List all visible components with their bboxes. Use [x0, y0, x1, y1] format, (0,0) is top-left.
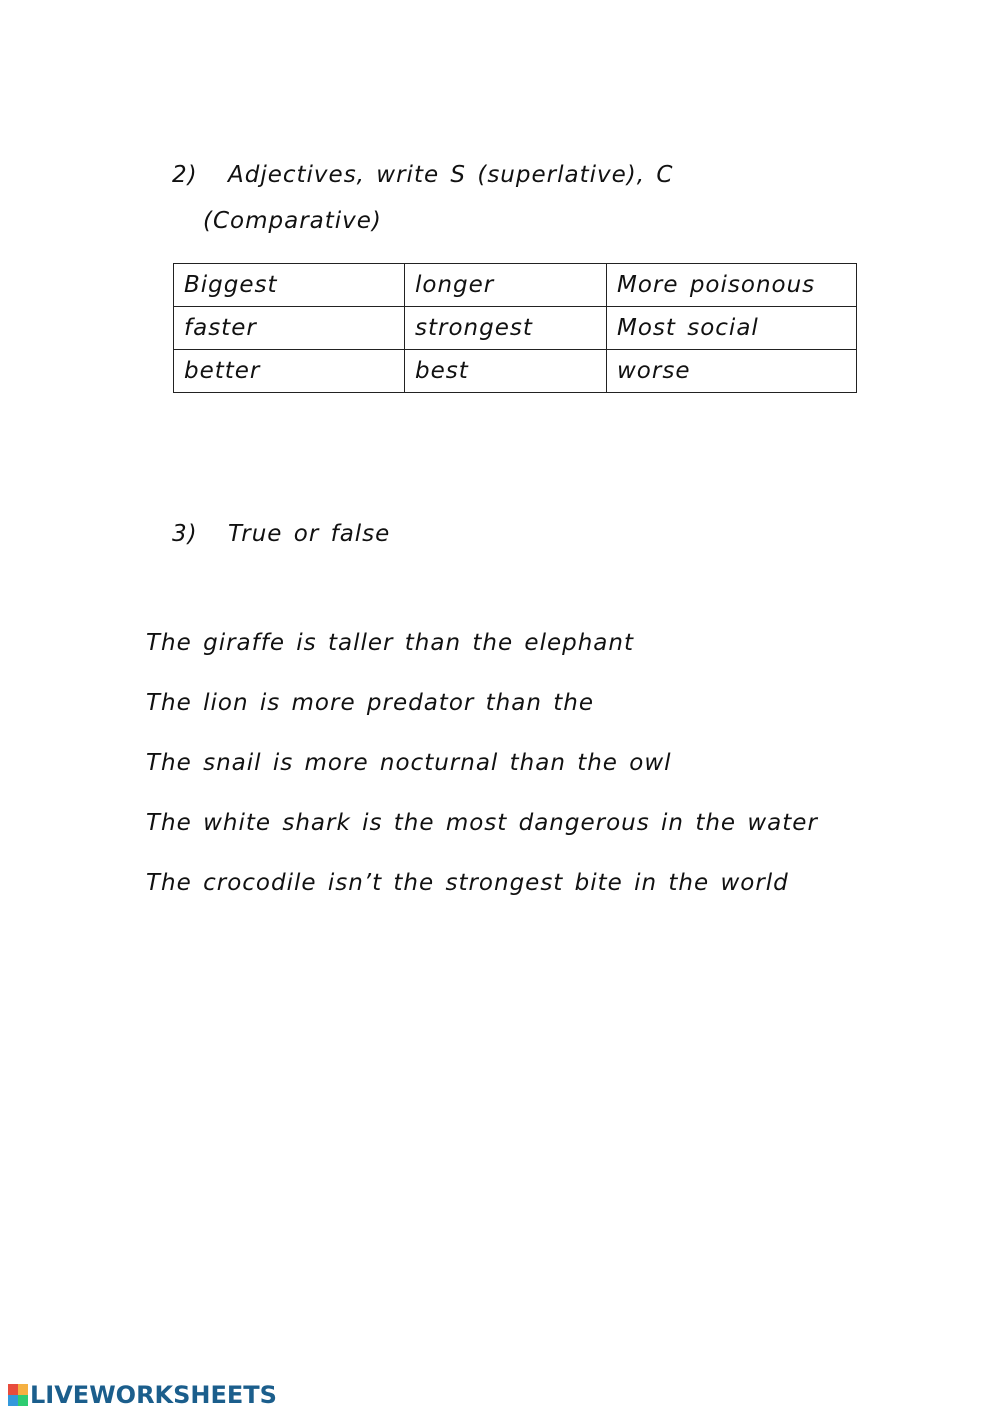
logo-square-green	[18, 1395, 28, 1406]
table-cell[interactable]: worse	[607, 350, 857, 393]
question-2-title-line2: (Comparative)	[203, 208, 382, 234]
logo-square-red	[8, 1384, 18, 1395]
adjectives-table	[173, 263, 857, 393]
question-2-heading	[172, 162, 673, 188]
question-3-number: 3)	[172, 521, 198, 547]
statement-5[interactable]: The crocodile isn’t the strongest bite in the world	[146, 870, 789, 896]
question-2-title-line1: Adjectives, write S (superlative), C	[228, 162, 674, 188]
table-cell[interactable]: faster	[174, 307, 405, 350]
table-row	[174, 264, 857, 307]
liveworksheets-logo-icon	[8, 1384, 28, 1406]
table-cell[interactable]: strongest	[405, 307, 607, 350]
question-2-number: 2)	[172, 162, 198, 188]
question-3-heading	[172, 521, 390, 547]
logo-square-blue	[8, 1395, 18, 1406]
table-cell[interactable]: Biggest	[174, 264, 405, 307]
statement-4[interactable]: The white shark is the most dangerous in the water	[146, 810, 818, 836]
table-row	[174, 307, 857, 350]
table-cell[interactable]: More poisonous	[607, 264, 857, 307]
question-3-title: True or false	[228, 521, 391, 547]
logo-square-orange	[18, 1384, 28, 1395]
statement-1[interactable]: The giraffe is taller than the elephant	[146, 630, 634, 656]
table-cell[interactable]: best	[405, 350, 607, 393]
table-cell[interactable]: longer	[405, 264, 607, 307]
statement-3[interactable]: The snail is more nocturnal than the owl	[146, 750, 672, 776]
table-cell[interactable]: Most social	[607, 307, 857, 350]
table-row	[174, 350, 857, 393]
brand-name: LIVEWORKSHEETS	[30, 1381, 277, 1409]
footer-brand	[8, 1381, 277, 1409]
table-cell[interactable]: better	[174, 350, 405, 393]
statement-2[interactable]: The lion is more predator than the	[146, 690, 594, 716]
